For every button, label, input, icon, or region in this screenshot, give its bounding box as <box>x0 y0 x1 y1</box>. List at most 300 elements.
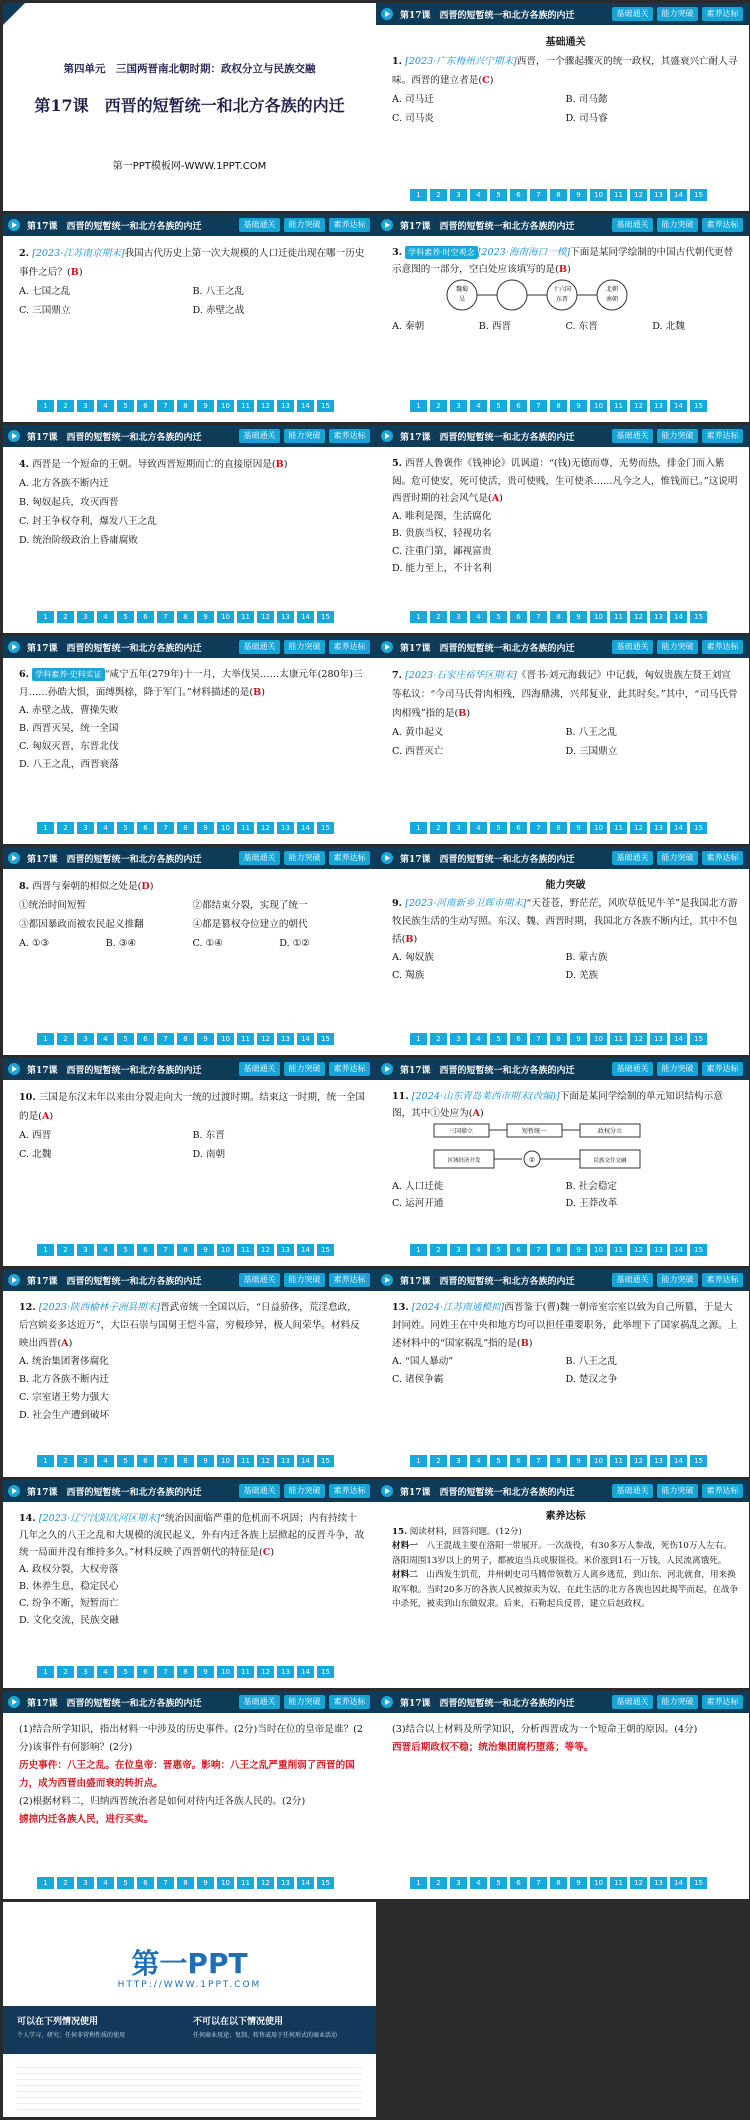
page-button-14[interactable]: 14 <box>670 1455 687 1467</box>
page-button-8[interactable]: 8 <box>550 189 567 201</box>
page-button-5[interactable]: 5 <box>117 822 134 834</box>
tab-basic[interactable]: 基础通关 <box>612 1484 653 1498</box>
tab-literacy[interactable]: 素养达标 <box>329 851 370 865</box>
tab-basic[interactable]: 基础通关 <box>612 1695 653 1709</box>
page-button-8[interactable]: 8 <box>550 400 567 412</box>
material-2-label: 材料二 <box>392 1570 418 1580</box>
page-button-13[interactable]: 13 <box>277 1455 294 1467</box>
tab-literacy[interactable]: 素养达标 <box>329 429 370 443</box>
page-button-5[interactable]: 5 <box>490 611 507 623</box>
page-button-6[interactable]: 6 <box>137 822 154 834</box>
page-button-8[interactable]: 8 <box>550 1033 567 1045</box>
page-button-8[interactable]: 8 <box>177 1666 194 1678</box>
page-button-2[interactable]: 2 <box>57 1455 74 1467</box>
page-button-6[interactable]: 6 <box>137 1244 154 1256</box>
tab-ability[interactable]: 能力突破 <box>284 429 325 443</box>
page-button-4[interactable]: 4 <box>470 1455 487 1467</box>
page-button-9[interactable]: 9 <box>570 1244 587 1256</box>
page-button-2[interactable]: 2 <box>430 1455 447 1467</box>
page-button-13[interactable]: 13 <box>650 1455 667 1467</box>
tab-ability[interactable]: 能力突破 <box>657 1062 698 1076</box>
page-button-10[interactable]: 10 <box>590 1033 607 1045</box>
page-button-10[interactable]: 10 <box>217 822 234 834</box>
page-button-13[interactable]: 13 <box>277 611 294 623</box>
tab-basic[interactable]: 基础通关 <box>239 1273 280 1287</box>
page-button-1[interactable]: 1 <box>37 611 54 623</box>
page-button-7[interactable]: 7 <box>530 611 547 623</box>
page-button-12[interactable]: 12 <box>257 822 274 834</box>
page-button-12[interactable]: 12 <box>257 1244 274 1256</box>
page-button-13[interactable]: 13 <box>277 1666 294 1678</box>
page-button-14[interactable]: 14 <box>297 1455 314 1467</box>
page-button-13[interactable]: 13 <box>277 400 294 412</box>
tab-ability[interactable]: 能力突破 <box>657 7 698 21</box>
page-button-9[interactable]: 9 <box>570 1455 587 1467</box>
page-button-7[interactable]: 7 <box>157 1666 174 1678</box>
page-button-11[interactable]: 11 <box>237 1244 254 1256</box>
page-button-15[interactable]: 15 <box>317 1666 334 1678</box>
page-button-4[interactable]: 4 <box>97 1455 114 1467</box>
page-button-2[interactable]: 2 <box>430 822 447 834</box>
sub-question-1: (1)结合所学知识，指出材料一中涉及的历史事件。(2分)当时在位的皇帝是谁？(2分)该事件有何影响？(2分) <box>19 1724 364 1753</box>
page-button-14[interactable]: 14 <box>670 611 687 623</box>
page-button-5[interactable]: 5 <box>490 189 507 201</box>
page-button-8[interactable]: 8 <box>177 1244 194 1256</box>
page-button-6[interactable]: 6 <box>510 1244 527 1256</box>
page-button-5[interactable]: 5 <box>117 1244 134 1256</box>
page-button-10[interactable]: 10 <box>590 1877 607 1889</box>
tab-literacy[interactable]: 素养达标 <box>329 1695 370 1709</box>
page-button-8[interactable]: 8 <box>550 1244 567 1256</box>
page-button-5[interactable]: 5 <box>490 1033 507 1045</box>
page-button-6[interactable]: 6 <box>510 400 527 412</box>
brand-url[interactable]: HTTP://WWW.1PPT.COM <box>117 1980 262 1990</box>
page-button-6[interactable]: 6 <box>137 400 154 412</box>
page-button-12[interactable]: 12 <box>257 1455 274 1467</box>
sub-question-3: (3)结合以上材料及所学知识，分析西晋成为一个短命王朝的原因。(4分) <box>392 1724 698 1735</box>
page-button-15[interactable]: 15 <box>690 822 707 834</box>
tab-basic[interactable]: 基础通关 <box>612 429 653 443</box>
page-button-3[interactable]: 3 <box>77 1455 94 1467</box>
page-button-2[interactable]: 2 <box>430 400 447 412</box>
page-button-12[interactable]: 12 <box>630 1244 647 1256</box>
page-button-1[interactable]: 1 <box>37 1877 54 1889</box>
page-button-11[interactable]: 11 <box>610 1244 627 1256</box>
page-button-9[interactable]: 9 <box>197 611 214 623</box>
option-b: B. 八王之乱 <box>565 1356 618 1367</box>
page-button-13[interactable]: 13 <box>650 822 667 834</box>
tab-ability[interactable]: 能力突破 <box>657 1484 698 1498</box>
page-button-3[interactable]: 3 <box>77 822 94 834</box>
tab-literacy[interactable]: 素养达标 <box>329 1062 370 1076</box>
page-button-9[interactable]: 9 <box>570 400 587 412</box>
page-button-5[interactable]: 5 <box>490 1877 507 1889</box>
tab-literacy[interactable]: 素养达标 <box>702 1273 743 1287</box>
page-button-9[interactable]: 9 <box>570 189 587 201</box>
page-button-10[interactable]: 10 <box>217 1877 234 1889</box>
page-button-7[interactable]: 7 <box>530 1877 547 1889</box>
page-button-8[interactable]: 8 <box>177 822 194 834</box>
page-button-4[interactable]: 4 <box>97 1877 114 1889</box>
page-button-8[interactable]: 8 <box>550 822 567 834</box>
page-button-15[interactable]: 15 <box>317 611 334 623</box>
option-b: B. 蒙古族 <box>565 952 608 963</box>
page-button-11[interactable]: 11 <box>237 611 254 623</box>
page-button-4[interactable]: 4 <box>97 1666 114 1678</box>
page-button-14[interactable]: 14 <box>670 1244 687 1256</box>
page-button-15[interactable]: 15 <box>690 400 707 412</box>
page-button-2[interactable]: 2 <box>430 611 447 623</box>
page-button-9[interactable]: 9 <box>197 822 214 834</box>
page-button-4[interactable]: 4 <box>97 822 114 834</box>
page-button-3[interactable]: 3 <box>450 1244 467 1256</box>
page-button-5[interactable]: 5 <box>117 1877 134 1889</box>
tab-literacy[interactable]: 素养达标 <box>329 1273 370 1287</box>
tab-ability[interactable]: 能力突破 <box>657 429 698 443</box>
page-button-4[interactable]: 4 <box>470 1244 487 1256</box>
page-button-9[interactable]: 9 <box>197 1244 214 1256</box>
page-button-10[interactable]: 10 <box>217 1033 234 1045</box>
page-button-5[interactable]: 5 <box>117 1033 134 1045</box>
page-button-14[interactable]: 14 <box>670 822 687 834</box>
page-button-3[interactable]: 3 <box>77 611 94 623</box>
page-button-12[interactable]: 12 <box>257 1666 274 1678</box>
page-button-5[interactable]: 5 <box>490 400 507 412</box>
page-button-11[interactable]: 11 <box>237 1033 254 1045</box>
page-button-1[interactable]: 1 <box>37 1033 54 1045</box>
page-button-13[interactable]: 13 <box>650 611 667 623</box>
option-a: A. ①③ <box>19 938 50 949</box>
page-button-5[interactable]: 5 <box>490 1455 507 1467</box>
page-button-4[interactable]: 4 <box>470 1033 487 1045</box>
page-button-13[interactable]: 13 <box>650 189 667 201</box>
page-button-14[interactable]: 14 <box>670 1033 687 1045</box>
page-button-7[interactable]: 7 <box>157 1455 174 1467</box>
tab-basic[interactable]: 基础通关 <box>239 1695 280 1709</box>
page-button-1[interactable]: 1 <box>410 611 427 623</box>
page-button-10[interactable]: 10 <box>217 400 234 412</box>
page-button-8[interactable]: 8 <box>177 400 194 412</box>
page-button-13[interactable]: 13 <box>650 1244 667 1256</box>
page-button-2[interactable]: 2 <box>57 822 74 834</box>
tab-ability[interactable]: 能力突破 <box>657 218 698 232</box>
page-button-12[interactable]: 12 <box>630 1455 647 1467</box>
page-button-4[interactable]: 4 <box>470 822 487 834</box>
page-button-10[interactable]: 10 <box>590 189 607 201</box>
page-button-2[interactable]: 2 <box>57 1244 74 1256</box>
page-button-6[interactable]: 6 <box>510 611 527 623</box>
tab-basic[interactable]: 基础通关 <box>239 1062 280 1076</box>
page-button-6[interactable]: 6 <box>137 611 154 623</box>
tab-literacy[interactable]: 素养达标 <box>702 218 743 232</box>
page-button-6[interactable]: 6 <box>510 1877 527 1889</box>
page-button-13[interactable]: 13 <box>650 1877 667 1889</box>
page-button-3[interactable]: 3 <box>450 822 467 834</box>
page-button-11[interactable]: 11 <box>610 189 627 201</box>
page-button-2[interactable]: 2 <box>430 189 447 201</box>
page-button-4[interactable]: 4 <box>470 400 487 412</box>
page-button-11[interactable]: 11 <box>610 1455 627 1467</box>
page-button-11[interactable]: 11 <box>237 822 254 834</box>
circle-wei-shu-wu: 魏蜀 <box>455 286 469 293</box>
page-button-7[interactable]: 7 <box>157 1877 174 1889</box>
page-button-7[interactable]: 7 <box>157 822 174 834</box>
page-button-13[interactable]: 13 <box>650 400 667 412</box>
page-button-3[interactable]: 3 <box>450 1033 467 1045</box>
page-button-2[interactable]: 2 <box>57 1666 74 1678</box>
page-button-4[interactable]: 4 <box>470 611 487 623</box>
page-button-3[interactable]: 3 <box>77 1877 94 1889</box>
page-button-11[interactable]: 11 <box>237 1877 254 1889</box>
page-button-14[interactable]: 14 <box>297 822 314 834</box>
corner-decoration <box>3 3 25 25</box>
page-button-8[interactable]: 8 <box>177 611 194 623</box>
page-button-3[interactable]: 3 <box>450 1877 467 1889</box>
tab-ability[interactable]: 能力突破 <box>657 640 698 654</box>
tab-basic[interactable]: 基础通关 <box>239 218 280 232</box>
page-button-7[interactable]: 7 <box>530 189 547 201</box>
page-button-2[interactable]: 2 <box>430 1244 447 1256</box>
page-button-5[interactable]: 5 <box>117 611 134 623</box>
page-button-14[interactable]: 14 <box>670 189 687 201</box>
tab-ability[interactable]: 能力突破 <box>284 640 325 654</box>
page-button-3[interactable]: 3 <box>450 189 467 201</box>
page-button-7[interactable]: 7 <box>530 822 547 834</box>
page-button-11[interactable]: 11 <box>610 822 627 834</box>
page-button-12[interactable]: 12 <box>257 400 274 412</box>
page-button-2[interactable]: 2 <box>430 1877 447 1889</box>
page-button-6[interactable]: 6 <box>137 1033 154 1045</box>
page-button-3[interactable]: 3 <box>77 400 94 412</box>
page-button-1[interactable]: 1 <box>37 1244 54 1256</box>
page-button-10[interactable]: 10 <box>590 1455 607 1467</box>
page-button-2[interactable]: 2 <box>57 1033 74 1045</box>
page-button-5[interactable]: 5 <box>117 1666 134 1678</box>
page-button-9[interactable]: 9 <box>197 1666 214 1678</box>
tab-literacy[interactable]: 素养达标 <box>702 640 743 654</box>
page-button-9[interactable]: 9 <box>197 1455 214 1467</box>
page-button-10[interactable]: 10 <box>217 1244 234 1256</box>
page-button-9[interactable]: 9 <box>570 822 587 834</box>
page-button-2[interactable]: 2 <box>57 611 74 623</box>
page-button-7[interactable]: 7 <box>157 400 174 412</box>
page-button-1[interactable]: 1 <box>37 822 54 834</box>
page-button-4[interactable]: 4 <box>97 1033 114 1045</box>
page-button-15[interactable]: 15 <box>690 1877 707 1889</box>
page-button-3[interactable]: 3 <box>77 1244 94 1256</box>
page-button-3[interactable]: 3 <box>77 1666 94 1678</box>
page-button-15[interactable]: 15 <box>690 611 707 623</box>
tab-literacy[interactable]: 素养达标 <box>702 851 743 865</box>
tab-basic[interactable]: 基础通关 <box>612 218 653 232</box>
page-button-13[interactable]: 13 <box>277 1033 294 1045</box>
page-button-11[interactable]: 11 <box>610 1033 627 1045</box>
page-button-11[interactable]: 11 <box>237 1455 254 1467</box>
page-button-4[interactable]: 4 <box>470 1877 487 1889</box>
page-button-3[interactable]: 3 <box>450 400 467 412</box>
page-button-15[interactable]: 15 <box>317 1877 334 1889</box>
tab-literacy[interactable]: 素养达标 <box>702 1062 743 1076</box>
page-button-3[interactable]: 3 <box>450 611 467 623</box>
page-button-11[interactable]: 11 <box>610 1877 627 1889</box>
tab-ability[interactable]: 能力突破 <box>657 1273 698 1287</box>
page-button-10[interactable]: 10 <box>217 1455 234 1467</box>
page-button-4[interactable]: 4 <box>97 611 114 623</box>
page-button-12[interactable]: 12 <box>257 1877 274 1889</box>
page-button-12[interactable]: 12 <box>257 611 274 623</box>
page-button-8[interactable]: 8 <box>550 611 567 623</box>
page-button-12[interactable]: 12 <box>630 1033 647 1045</box>
page-button-14[interactable]: 14 <box>297 1877 314 1889</box>
tab-ability[interactable]: 能力突破 <box>657 1695 698 1709</box>
page-button-11[interactable]: 11 <box>610 400 627 412</box>
page-button-12[interactable]: 12 <box>630 400 647 412</box>
tab-ability[interactable]: 能力突破 <box>284 218 325 232</box>
page-button-7[interactable]: 7 <box>530 1455 547 1467</box>
page-button-7[interactable]: 7 <box>530 1033 547 1045</box>
tab-literacy[interactable]: 素养达标 <box>702 1695 743 1709</box>
page-button-15[interactable]: 15 <box>317 822 334 834</box>
page-button-1[interactable]: 1 <box>37 400 54 412</box>
page-button-5[interactable]: 5 <box>117 1455 134 1467</box>
page-button-12[interactable]: 12 <box>257 1033 274 1045</box>
page-button-1[interactable]: 1 <box>410 189 427 201</box>
page-button-15[interactable]: 15 <box>690 1244 707 1256</box>
page-button-14[interactable]: 14 <box>670 400 687 412</box>
page-button-10[interactable]: 10 <box>590 611 607 623</box>
tab-basic[interactable]: 基础通关 <box>239 851 280 865</box>
page-button-3[interactable]: 3 <box>450 1455 467 1467</box>
page-button-1[interactable]: 1 <box>37 1455 54 1467</box>
page-button-1[interactable]: 1 <box>410 1244 427 1256</box>
tab-basic[interactable]: 基础通关 <box>239 1484 280 1498</box>
page-button-9[interactable]: 9 <box>570 1033 587 1045</box>
page-button-1[interactable]: 1 <box>410 1455 427 1467</box>
tab-ability[interactable]: 能力突破 <box>284 1695 325 1709</box>
page-button-9[interactable]: 9 <box>197 400 214 412</box>
page-button-15[interactable]: 15 <box>317 1033 334 1045</box>
tab-basic[interactable]: 基础通关 <box>612 1273 653 1287</box>
page-button-6[interactable]: 6 <box>137 1666 154 1678</box>
page-button-8[interactable]: 8 <box>550 1877 567 1889</box>
page-button-9[interactable]: 9 <box>570 611 587 623</box>
page-button-5[interactable]: 5 <box>490 1244 507 1256</box>
tab-ability[interactable]: 能力突破 <box>284 1484 325 1498</box>
page-button-6[interactable]: 6 <box>137 1455 154 1467</box>
tab-literacy[interactable]: 素养达标 <box>329 218 370 232</box>
page-button-8[interactable]: 8 <box>177 1455 194 1467</box>
page-button-7[interactable]: 7 <box>530 400 547 412</box>
page-button-12[interactable]: 12 <box>630 822 647 834</box>
page-button-2[interactable]: 2 <box>57 400 74 412</box>
page-button-1[interactable]: 1 <box>410 822 427 834</box>
tab-basic[interactable]: 基础通关 <box>239 640 280 654</box>
tab-basic[interactable]: 基础通关 <box>612 7 653 21</box>
tab-basic[interactable]: 基础通关 <box>239 429 280 443</box>
tab-ability[interactable]: 能力突破 <box>284 1062 325 1076</box>
page-button-6[interactable]: 6 <box>510 1033 527 1045</box>
tab-literacy[interactable]: 素养达标 <box>329 640 370 654</box>
page-button-14[interactable]: 14 <box>297 1244 314 1256</box>
page-button-11[interactable]: 11 <box>237 400 254 412</box>
page-button-8[interactable]: 8 <box>177 1033 194 1045</box>
page-button-7[interactable]: 7 <box>157 1033 174 1045</box>
page-button-13[interactable]: 13 <box>277 822 294 834</box>
page-button-4[interactable]: 4 <box>470 189 487 201</box>
page-button-11[interactable]: 11 <box>610 611 627 623</box>
page-button-15[interactable]: 15 <box>690 1455 707 1467</box>
page-button-10[interactable]: 10 <box>217 611 234 623</box>
page-button-7[interactable]: 7 <box>157 1244 174 1256</box>
tab-literacy[interactable]: 素养达标 <box>702 7 743 21</box>
tab-basic[interactable]: 基础通关 <box>612 640 653 654</box>
page-button-11[interactable]: 11 <box>237 1666 254 1678</box>
page-button-6[interactable]: 6 <box>510 189 527 201</box>
page-button-2[interactable]: 2 <box>430 1033 447 1045</box>
page-button-15[interactable]: 15 <box>317 1244 334 1256</box>
page-button-9[interactable]: 9 <box>197 1033 214 1045</box>
page-button-14[interactable]: 14 <box>670 1877 687 1889</box>
page-button-1[interactable]: 1 <box>410 1033 427 1045</box>
page-button-10[interactable]: 10 <box>590 400 607 412</box>
page-button-10[interactable]: 10 <box>217 1666 234 1678</box>
page-button-8[interactable]: 8 <box>177 1877 194 1889</box>
page-button-14[interactable]: 14 <box>297 400 314 412</box>
page-button-10[interactable]: 10 <box>590 822 607 834</box>
page-button-12[interactable]: 12 <box>630 611 647 623</box>
page-button-1[interactable]: 1 <box>37 1666 54 1678</box>
tab-literacy[interactable]: 素养达标 <box>329 1484 370 1498</box>
page-button-14[interactable]: 14 <box>297 1033 314 1045</box>
page-button-6[interactable]: 6 <box>510 1455 527 1467</box>
page-button-13[interactable]: 13 <box>277 1877 294 1889</box>
page-button-5[interactable]: 5 <box>117 400 134 412</box>
page-button-15[interactable]: 15 <box>317 1455 334 1467</box>
page-button-1[interactable]: 1 <box>410 1877 427 1889</box>
page-button-12[interactable]: 12 <box>630 1877 647 1889</box>
tab-ability[interactable]: 能力突破 <box>284 851 325 865</box>
tab-literacy[interactable]: 素养达标 <box>702 429 743 443</box>
tab-literacy[interactable]: 素养达标 <box>702 1484 743 1498</box>
page-button-7[interactable]: 7 <box>530 1244 547 1256</box>
page-button-10[interactable]: 10 <box>590 1244 607 1256</box>
page-button-14[interactable]: 14 <box>297 1666 314 1678</box>
page-button-4[interactable]: 4 <box>97 400 114 412</box>
page-button-9[interactable]: 9 <box>570 1877 587 1889</box>
page-button-12[interactable]: 12 <box>630 189 647 201</box>
page-button-1[interactable]: 1 <box>410 400 427 412</box>
tab-ability[interactable]: 能力突破 <box>284 1273 325 1287</box>
tab-basic[interactable]: 基础通关 <box>612 851 653 865</box>
page-button-7[interactable]: 7 <box>157 611 174 623</box>
page-button-3[interactable]: 3 <box>77 1033 94 1045</box>
page-button-9[interactable]: 9 <box>197 1877 214 1889</box>
page-button-13[interactable]: 13 <box>650 1033 667 1045</box>
page-button-13[interactable]: 13 <box>277 1244 294 1256</box>
tab-basic[interactable]: 基础通关 <box>612 1062 653 1076</box>
page-button-15[interactable]: 15 <box>690 1033 707 1045</box>
page-button-4[interactable]: 4 <box>97 1244 114 1256</box>
page-button-8[interactable]: 8 <box>550 1455 567 1467</box>
page-button-6[interactable]: 6 <box>137 1877 154 1889</box>
page-button-14[interactable]: 14 <box>297 611 314 623</box>
page-button-2[interactable]: 2 <box>57 1877 74 1889</box>
page-button-15[interactable]: 15 <box>690 189 707 201</box>
page-button-6[interactable]: 6 <box>510 822 527 834</box>
page-button-15[interactable]: 15 <box>317 400 334 412</box>
tab-ability[interactable]: 能力突破 <box>657 851 698 865</box>
page-button-5[interactable]: 5 <box>490 822 507 834</box>
